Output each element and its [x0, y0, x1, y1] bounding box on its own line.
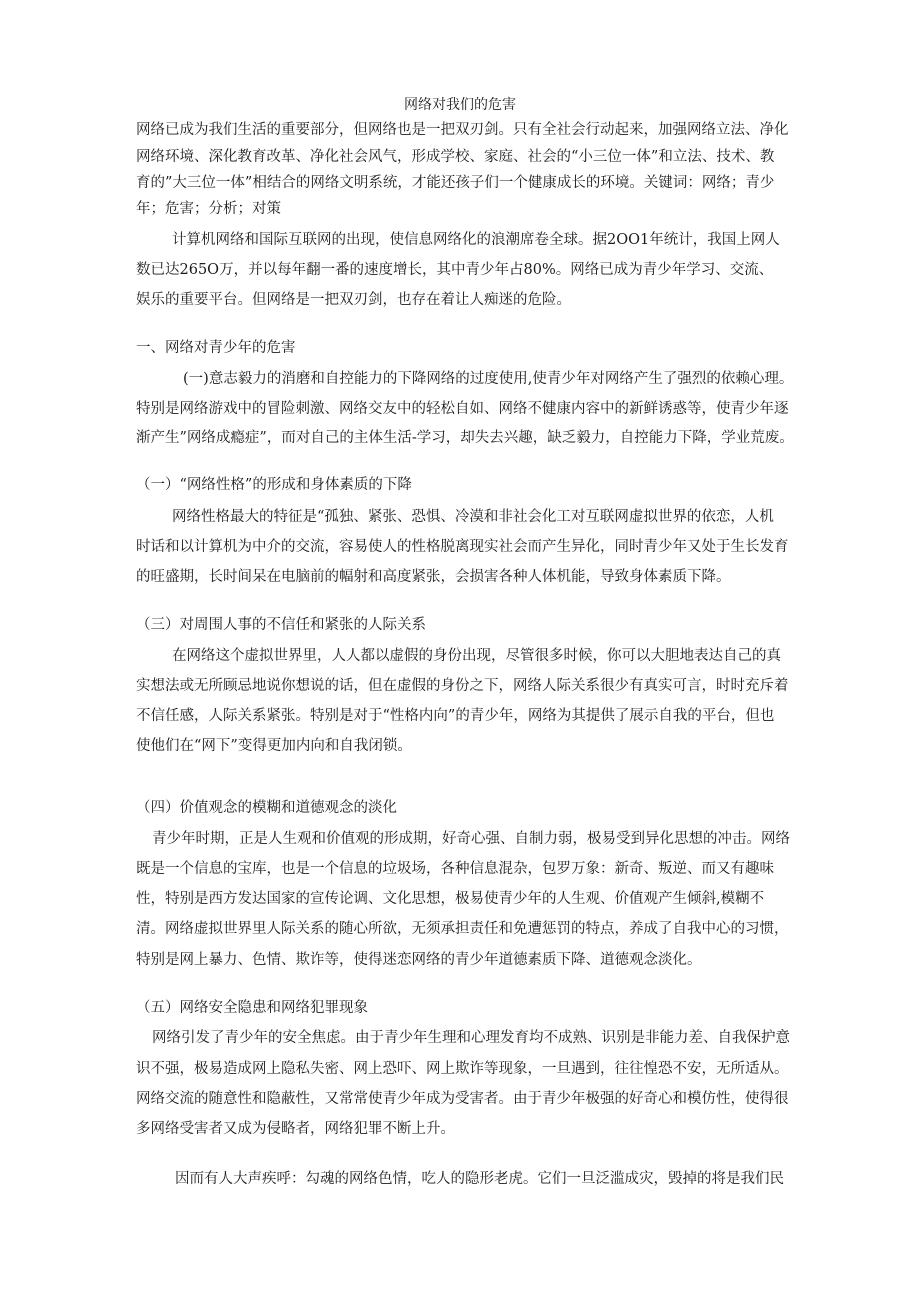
paragraph-line: 网络已成为我们生活的重要部分，但网络也是一把双刃剑。只有全社会行动起来，加强网络立法、净化 — [136, 122, 789, 138]
paragraph-line: 特别是网络游戏中的冒险刺激、网络交友中的轻松自如、网络不健康内容中的新鲜诱惑等，使青少年逐 — [136, 401, 789, 417]
paragraph-line: 不信任感，人际关系紧张。特别是对于“性格内向”的青少年，网络为其提供了展示自我的平台，但也 — [136, 708, 775, 724]
paragraph-line: 网络引发了青少年的安全焦虑。由于青少年生理和心理发育均不成熟、识别是非能力差、自我保护意 — [152, 1030, 790, 1046]
paragraph-line: 使他们在“网下”变得更加内向和自我闭锁。 — [136, 738, 412, 754]
paragraph-line: 清。网络虚拟世界里人际关系的随心所欲，无须承担责任和免遭惩罚的特点，养成了自我中心的习惯， — [136, 921, 789, 937]
paragraph-line: 因而有人大声疾呼：勾魂的网络色情，吃人的隐形老虎。它们一旦泛滥成灾，毁掉的将是我们民 — [175, 1171, 784, 1187]
paragraph-line: 时话和以计算机为中介的交流，容易使人的性格脱离现实社会而产生异化，同时青少年又处于生长发育 — [136, 539, 789, 555]
paragraph-line: 网络交流的随意性和隐蔽性，又常常使青少年成为受害者。由于青少年极强的好奇心和模仿性，使得很 — [136, 1091, 789, 1107]
paragraph-line: 育的”大三位一体”相结合的网络文明系统，才能还孩子们一个健康成长的环境。关键词：网络；青少 — [136, 175, 775, 191]
section-heading: （五）网络安全隐患和网络犯罪现象 — [136, 1000, 368, 1016]
paragraph-line: 识不强，极易造成网上隐私失密、网上恐吓、网上欺诈等现象，一旦遇到，往往惶恐不安，无所适从。 — [136, 1061, 789, 1077]
paragraph-line: 既是一个信息的宝库，也是一个信息的垃圾场，各种信息混杂，包罗万象：新奇、叛逆、而又有趣味 — [136, 861, 774, 877]
paragraph-line: 青少年时期，正是人生观和价值观的形成期，好奇心强、自制力弱，极易受到异化思想的冲击。网络 — [152, 831, 790, 847]
paragraph-line: 在网络这个虚拟世界里，人人都以虚假的身份出现，尽管很多时候，你可以大胆地表达自己的真 — [172, 648, 781, 664]
paragraph-line: 网络环境、深化教育改革、净化社会风气，形成学校、家庭、社会的“小三位一体”和立法、技术、教 — [136, 149, 775, 165]
paragraph-line: 渐产生”网络成瘾症”，而对自己的主体生活-学习，却失去兴趣，缺乏毅力，自控能力下降，学业荒废。 — [136, 430, 794, 446]
section-heading: （一）“网络性格”的形成和身体素质的下降 — [136, 477, 412, 493]
paragraph-line: 实想法或无所顾忌地说你想说的话，但在虚假的身份之下，网络人际关系很少有真实可言，时时充斥着 — [136, 678, 789, 694]
page-title: 网络对我们的危害 — [404, 97, 516, 113]
paragraph-line: 特别是网上暴力、色情、欺诈等，使得迷恋网络的青少年道德素质下降、道德观念淡化。 — [136, 952, 702, 968]
paragraph-line: 性，特别是西方发达国家的宣传论调、文化思想，极易使青少年的人生观、价值观产生倾斜,模糊不 — [136, 891, 765, 907]
paragraph-line: 数已达265O万，并以每年翻一番的速度增长，其中青少年占80%。网络已成为青少年学习、交流、 — [136, 262, 774, 278]
paragraph-line: (一)意志毅力的消磨和自控能力的下降网络的过度使用,使青少年对网络产生了强烈的依赖心理。 — [183, 371, 794, 387]
section-heading: 一、网络对青少年的危害 — [136, 340, 296, 356]
paragraph-line: 的旺盛期，长时间呆在电脑前的幅射和高度紧张，会损害各种人体机能，导致身体素质下降。 — [136, 569, 731, 585]
section-heading: （四）价值观念的模糊和道德观念的淡化 — [136, 800, 397, 816]
section-heading: （三）对周围人事的不信任和紧张的人际关系 — [136, 617, 426, 633]
paragraph-line: 计算机网络和国际互联网的出现，使信息网络化的浪潮席卷全球。据2OO1年统计，我国上网人 — [172, 232, 780, 248]
paragraph-line: 网络性格最大的特征是“孤独、紧张、恐惧、冷漠和非社会化工对互联网虚拟世界的依恋，人机 — [172, 509, 774, 525]
paragraph-line: 多网络受害者又成为侵略者，网络犯罪不断上升。 — [136, 1121, 455, 1137]
paragraph-line: 年；危害；分析；对策 — [136, 201, 281, 217]
paragraph-line: 娱乐的重要平台。但网络是一把双刃剑，也存在着让人痴迷的危险。 — [136, 292, 571, 308]
